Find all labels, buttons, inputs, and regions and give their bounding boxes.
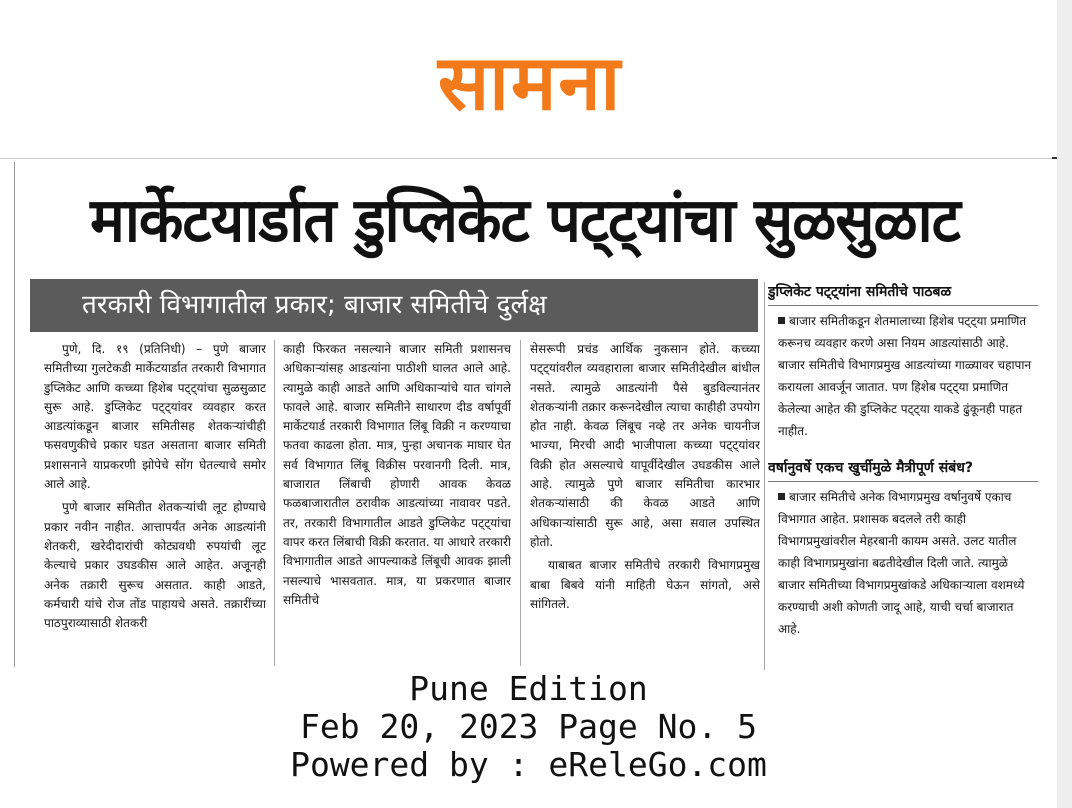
column-divider [274,340,275,666]
edition-footer [0,670,1057,784]
sidebar-heading-1: डुप्लिकेट पट्ट्यांना समितीचे पाठबळ [768,284,952,300]
column-1-paragraph-1: पुणे, दि. १९ (प्रतिनिधी) – पुणे बाजार समितीच्या गुलटेकडी मार्केटयार्डात तरकारी विभागात डुप्लिकेट आणि कच्च्या हिशेब पट्ट्यांचा सुळसुळाट सुरू आहे. डुप्लिकेट पट्ट्यांवर व्यवहार करत आडत्यांकडून बाजार समितीसह शेतकऱ्यांचीही फसवणुकीचे प्रकार घडत असताना बाजार समिती प्रशासनाने याप्रकरणी झोपेचे सोंग घेतल्याचे समोर आले आहे. [44,342,266,492]
column-divider [520,340,521,666]
clip-top-rule [0,158,1057,159]
sidebar-heading-2: वर्षानुवर्षे एकच खुर्चीमुळे मैत्रीपूर्ण संबंध? [768,460,973,476]
sidebar-paragraph-2-text: बाजार समितीचे अनेक विभागप्रमुख वर्षानुवर्षे एकाच विभागात आहेत. प्रशासक बदलले तरी काही विभागप्रमुखांवरील मेहरबानी कायम असते. उलट यातील काही विभागप्रमुखांना बढतीदेखील दिली जाते. त्यामुळे बाजार समितीच्या विभागप्रमुखांकडे अधिकाऱ्याला वशमध्ये करण्याची अशी कोणती जादू आहे, याची चर्चा बाजारात आहे. [778,490,1025,636]
sidebar-paragraph-1-text: बाजार समितीकडून शेतमालाच्या हिशेब पट्ट्या प्रमाणित करूनच व्यवहार करणे असा नियम आडत्यांसाठी आहे. बाजार समितीचे विभागप्रमुख आडत्यांच्या गाळ्यावर चहापान करायला आवर्जून जातात. पण हिशेब पट्ट्या प्रमाणित केलेल्या आहेत की डुप्लिकेट पट्ट्या याकडे ढुंकूनही पाहत नाहीत. [778,314,1032,438]
bullet-square-icon [778,317,785,324]
column-3-paragraph-1: सेसरूपी प्रचंड आर्थिक नुकसान होते. कच्च्या पट्ट्यांवरील व्यवहाराला बाजार समितीदेखील बांधील नसते. त्यामुळे आडत्यांनी पैसे बुडविल्यानंतर शेतकऱ्यांनी तक्रार करूनदेखील त्याचा काहीही उपयोग होत नाही. केवळ लिंबूच नव्हे तर अनेक चायनीज भाज्या, मिरची आदी भाजीपाला कच्च्या पट्ट्यांवर विक्री होत असल्याचे यापूर्वीदेखील उघडकीस आले आहे. त्यामुळे पुणे बाजार समितीचा कारभार शेतकऱ्यांसाठी की केवळ आडते आणि अधिकाऱ्यांसाठी सुरू आहे, असा सवाल उपस्थित होतो. [530,342,760,549]
article-column-2 [283,340,511,666]
bullet-square-icon [778,493,785,500]
subheadline: तरकारी विभागातील प्रकार; बाजार समितीचे दुर्लक्ष [82,290,547,320]
scrollbar-track[interactable] [1057,0,1072,808]
subheadline-bar [30,279,758,332]
sidebar-divider [764,282,765,670]
clip-corner-mark [1052,157,1057,159]
sidebar-box [768,282,1038,670]
column-3-paragraph-2: याबाबत बाजार समितीचे तरकारी विभागप्रमुख बाबा बिबवे यांनी माहिती घेऊन सांगतो, असे सांगितले. [530,558,760,611]
clip-left-border [14,162,15,667]
column-2-paragraph-1: काही फिरकत नसल्याने बाजार समिती प्रशासनच अधिकाऱ्यांसह आडत्यांना पाठीशी घालत आले आहे. त्यामुळे काही आडते आणि अधिकाऱ्यांचे यात चांगले फावले आहे. बाजार समितीने साधारण दीड वर्षापूर्वी मार्केटयार्ड तरकारी विभागात लिंबू विक्री न करण्याचा फतवा काढला होता. मात्र, पुन्हा अचानक माघार घेत सर्व विभागात लिंबू विक्रीस परवानगी दिली. मात्र, बाजारात लिंबाची होणारी आवक केवळ फळबाजारातील ठरावीक आडत्यांच्या नावावर पडते. तर, तरकारी विभागातील आडते डुप्लिकेट पट्ट्यांचा वापर करत लिंबाची विक्री करतात. या आधारे तरकारी विभागातील आडते आपल्याकडे लिंबूची आवक झाली नसल्याचे भासवतात. मात्र, या प्रकरणात बाजार समितीचे [283,342,511,607]
edition-date-page: Feb 20, 2023 Page No. 5 [300,707,757,746]
article-headline: मार्केटयार्डात डुप्लिकेट पट्ट्यांचा सुळसुळाट [90,184,960,256]
edition-name: Pune Edition [409,669,648,708]
powered-by: Powered by : eReleGo.com [290,745,767,784]
sidebar-rule [768,305,1038,306]
sidebar-paragraph-1 [768,310,1038,442]
article-column-1 [44,340,266,666]
newspaper-logo: सामना [437,38,623,127]
sidebar-rule [768,481,1038,482]
column-1-paragraph-2: पुणे बाजार समितीत शेतकऱ्यांची लूट होण्याचे प्रकार नवीन नाहीत. आत्तापर्यंत अनेक आडत्यांनी शेतकरी, खरेदीदारांची कोट्यवधी रुपयांची लूट केल्याचे प्रकार उघडकीस आले आहेत. अजूनही अनेक तक्रारी सुरूच असतात. काही आडते, कर्मचारी यांचे रोज तोंड पाहायचे असते. तक्रारींच्या पाठपुराव्यासाठी शेतकरी [44,500,266,631]
article-column-3 [530,340,760,666]
sidebar-paragraph-2 [768,486,1038,640]
